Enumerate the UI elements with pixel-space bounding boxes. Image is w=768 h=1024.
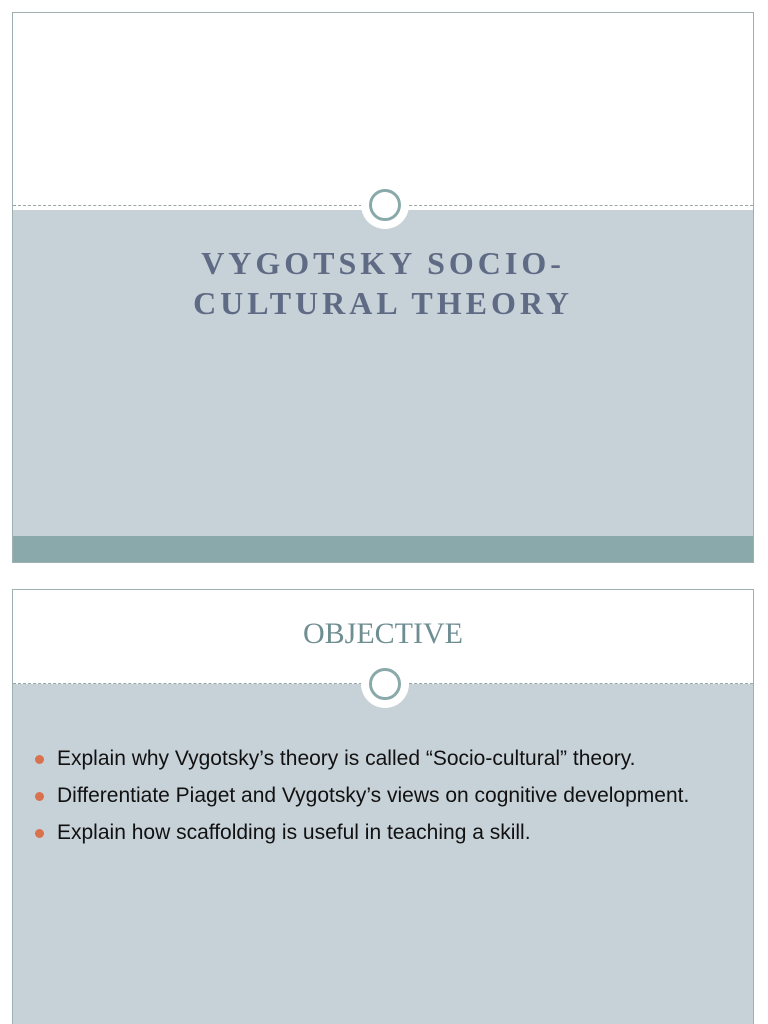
ring-inner xyxy=(369,189,401,221)
bullet-list xyxy=(35,744,735,855)
slide-title-text xyxy=(13,243,753,323)
list-item-text: Explain why Vygotsky’s theory is called “Socio-cultural” theory. xyxy=(57,747,636,770)
ring-ornament-icon xyxy=(361,181,409,229)
slide-footer-bar xyxy=(13,536,753,563)
bullet-dot-icon xyxy=(35,755,44,764)
slide-objective xyxy=(12,589,754,1024)
list-item xyxy=(35,781,735,810)
slide-heading: OBJECTIVE xyxy=(303,617,463,650)
list-item xyxy=(35,744,735,773)
bullet-dot-icon xyxy=(35,792,44,801)
list-item xyxy=(35,818,735,847)
title-line-2: CULTURAL THEORY xyxy=(193,285,573,321)
list-item-text: Differentiate Piaget and Vygotsky’s views on cognitive development. xyxy=(57,784,690,807)
bullet-dot-icon xyxy=(35,829,44,838)
slide-title xyxy=(12,12,754,563)
list-item-text: Explain how scaffolding is useful in teaching a skill. xyxy=(57,821,531,844)
title-line-1: VYGOTSKY SOCIO- xyxy=(201,245,565,281)
ring-inner xyxy=(369,668,401,700)
ring-ornament-icon xyxy=(361,660,409,708)
